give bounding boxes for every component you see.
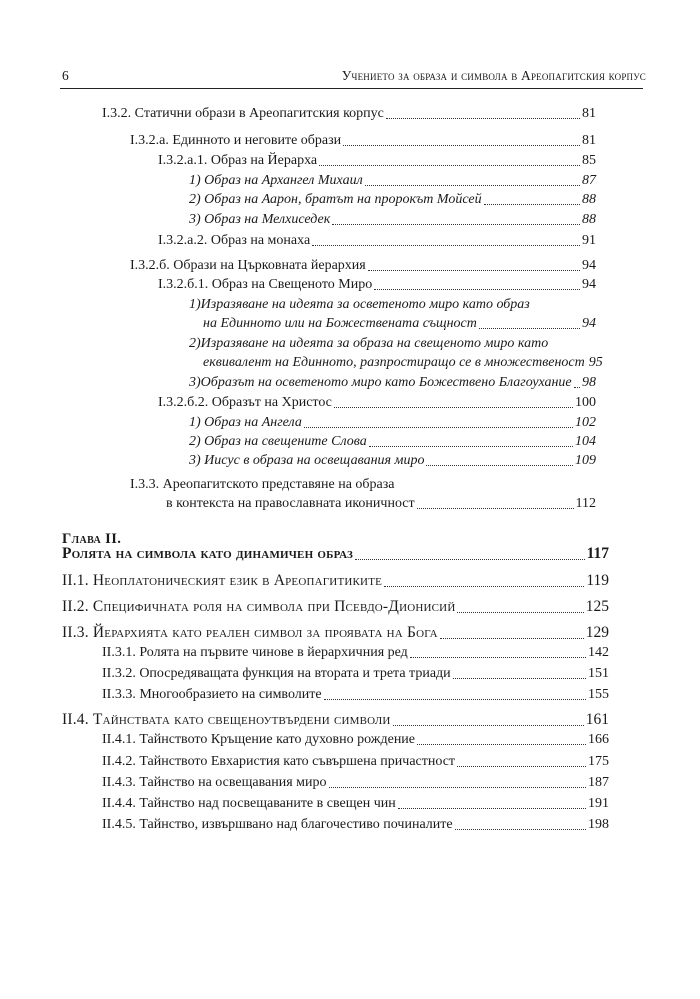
toc-entry[interactable] — [102, 687, 609, 703]
toc-entry-title: II.4. Тайнствата като свещеноутвърдени символи — [62, 711, 391, 728]
dot-leader — [368, 270, 580, 271]
toc-entry-page: 129 — [585, 624, 609, 641]
dot-leader — [312, 245, 580, 246]
running-title: Учението за образа и символа в Ареопагитския корпус — [341, 68, 646, 83]
toc-entry[interactable] — [189, 415, 596, 431]
dot-leader — [440, 638, 584, 639]
toc-entry-page: 155 — [588, 687, 609, 702]
toc-entry-page: 88 — [582, 212, 596, 227]
toc-entry-page: 102 — [575, 415, 596, 430]
toc-entry[interactable] — [203, 316, 596, 332]
dot-leader — [369, 446, 573, 447]
toc-entry-page: 175 — [588, 754, 609, 769]
toc-entry-page: 85 — [582, 153, 596, 168]
toc-entry[interactable] — [62, 545, 609, 563]
toc-entry[interactable] — [62, 572, 609, 590]
dot-leader — [386, 118, 580, 119]
toc-entry[interactable] — [189, 212, 596, 228]
toc-entry-title: 3) Образ на Мелхиседек — [189, 212, 331, 227]
toc-entry-title: II.2. Специфичната роля на символа при Псевдо-Дионисий — [62, 598, 456, 615]
toc-entry[interactable] — [102, 106, 596, 122]
toc-entry-page: 112 — [575, 496, 596, 511]
toc-entry-title-line1: 1)Изразяване на идеята за осветеното миро като образ — [189, 297, 530, 312]
toc-entry-title-line1: I.3.3. Ареопагитското представяне на образа — [130, 477, 395, 492]
toc-entry[interactable] — [189, 173, 596, 189]
toc-entry-title: 2) Образ на свещените Слова — [189, 434, 367, 449]
toc-entry[interactable] — [158, 153, 596, 169]
toc-entry[interactable] — [102, 817, 609, 833]
toc-entry[interactable] — [189, 453, 596, 469]
toc-entry-title: еквивалент на Единното, разпростиращо се в множественост — [203, 355, 585, 370]
toc-entry-page: 94 — [582, 258, 596, 273]
dot-leader — [457, 612, 583, 613]
dot-leader — [398, 808, 586, 809]
toc-entry-title: I.3.2.б.1. Образ на Свещеното Миро — [158, 277, 373, 292]
dot-leader — [410, 657, 586, 658]
dot-leader — [304, 427, 573, 428]
toc-entry[interactable] — [62, 711, 609, 729]
toc-entry-page: 81 — [582, 133, 596, 148]
toc-entry-title: 3)Образът на осветеното миро като Божествено Благоухание — [189, 375, 572, 390]
dot-leader — [457, 766, 586, 767]
toc-entry-page: 87 — [582, 173, 596, 188]
toc-entry-page: 91 — [582, 233, 596, 248]
toc-entry-page: 187 — [588, 775, 609, 790]
toc-entry-title: II.4.5. Тайнство, извършвано над благочестиво починалите — [102, 817, 453, 832]
toc-entry-page: 166 — [588, 732, 609, 747]
toc-entry[interactable] — [158, 277, 596, 293]
toc-entry-title: I.3.2.а. Единното и неговите образи — [130, 133, 342, 148]
toc-entry-page: 198 — [588, 817, 609, 832]
toc-entry-title: II.1. Неоплатоническият език в Ареопагитиките — [62, 572, 383, 589]
toc-entry-title: II.4.2. Тайнството Евхаристия като съвършена причастност — [102, 754, 456, 769]
toc-entry-title: I.3.2.б. Образи на Църковната йерархия — [130, 258, 366, 273]
toc-entry-title: II.3.1. Ролята на първите чинове в йерархичния ред — [102, 645, 408, 660]
toc-entry[interactable] — [189, 434, 596, 450]
dot-leader — [453, 678, 586, 679]
toc-entry[interactable] — [189, 192, 596, 208]
dot-leader — [484, 204, 580, 205]
toc-entry-page: 142 — [588, 645, 609, 660]
dot-leader — [426, 465, 573, 466]
toc-entry-page: 125 — [585, 598, 609, 615]
dot-leader — [329, 787, 587, 788]
dot-leader — [374, 289, 580, 290]
toc-entry-title: I.3.2.а.1. Образ на Йерарха — [158, 153, 318, 168]
toc-entry-page: 119 — [586, 572, 609, 589]
toc-entry-title: Ролята на символа като динамичен образ — [62, 545, 354, 562]
dot-leader — [319, 165, 580, 166]
toc-entry-page: 98 — [582, 375, 596, 390]
toc-entry-page: 100 — [575, 395, 596, 410]
toc-entry[interactable] — [102, 754, 609, 770]
toc-entry[interactable] — [130, 133, 596, 149]
toc-entry-page: 104 — [575, 434, 596, 449]
chapter-label: Глава II. — [62, 531, 122, 547]
toc-entry-page: 94 — [582, 277, 596, 292]
toc-entry-page: 117 — [586, 545, 609, 562]
toc-entry-page: 88 — [582, 192, 596, 207]
toc-entry[interactable] — [189, 375, 596, 391]
toc-entry-title-line1: 2)Изразяване на идеята за образа на свещеното миро като — [189, 336, 549, 351]
toc-entry-title: II.3.3. Многообразието на символите — [102, 687, 322, 702]
toc-entry-page: 94 — [582, 316, 596, 331]
toc-entry[interactable] — [62, 624, 609, 642]
toc-entry[interactable] — [203, 355, 603, 371]
dot-leader — [332, 224, 580, 225]
toc-entry-title: 2) Образ на Аарон, братът на пророкът Мойсей — [189, 192, 482, 207]
toc-entry-page: 95 — [588, 355, 603, 370]
toc-entry-title: II.3. Йерархията като реален символ за проявата на Бога — [62, 624, 438, 641]
toc-entry[interactable] — [102, 796, 609, 812]
toc-entry-title: в контекста на православната иконичност — [166, 496, 415, 511]
toc-entry[interactable] — [166, 496, 596, 512]
dot-leader — [479, 328, 580, 329]
toc-entry-title: II.3.2. Опосредяващата функция на втората и трета триади — [102, 666, 451, 681]
dot-leader — [455, 829, 586, 830]
toc-entry[interactable] — [158, 395, 596, 411]
toc-entry-page: 109 — [575, 453, 596, 468]
dot-leader — [355, 559, 585, 560]
dot-leader — [365, 185, 580, 186]
toc-entry-page: 81 — [582, 106, 596, 121]
dot-leader — [324, 699, 586, 700]
toc-entry-title: на Единното или на Божествената същност — [203, 316, 477, 331]
toc-entry-page: 191 — [588, 796, 609, 811]
toc-entry[interactable] — [102, 666, 609, 682]
toc-entry-title: II.4.4. Тайнство над посвещаваните в свещен чин — [102, 796, 396, 811]
toc-entry[interactable] — [158, 233, 596, 249]
toc-entry-title: II.4.1. Тайнството Кръщение като духовно рождение — [102, 732, 416, 747]
dot-leader — [393, 725, 584, 726]
toc-entry-title: I.3.2. Статични образи в Ареопагитския корпус — [102, 106, 384, 121]
toc-entry-title: 1) Образ на Ангела — [189, 415, 302, 430]
toc-entry[interactable] — [102, 775, 609, 791]
dot-leader — [574, 387, 580, 388]
toc-entry[interactable] — [130, 258, 596, 274]
dot-leader — [417, 744, 586, 745]
toc-entry[interactable] — [102, 732, 609, 748]
dot-leader — [417, 508, 574, 509]
toc-entry-title: 1) Образ на Архангел Михаил — [189, 173, 363, 188]
running-header — [62, 68, 646, 84]
toc-entry-title: I.3.2.а.2. Образ на монаха — [158, 233, 311, 248]
toc-entry-page: 161 — [585, 711, 609, 728]
toc-entry[interactable] — [102, 645, 609, 661]
toc-entry-title: II.4.3. Тайнство на освещавания миро — [102, 775, 327, 790]
dot-leader — [334, 407, 573, 408]
toc-entry-title: 3) Иисус в образа на освещавания миро — [189, 453, 425, 468]
dot-leader — [343, 145, 580, 146]
header-rule — [60, 88, 643, 89]
toc-entry-title: I.3.2.б.2. Образът на Христос — [158, 395, 332, 410]
toc-entry-page: 151 — [588, 666, 609, 681]
page-number: 6 — [62, 68, 69, 83]
toc-entry[interactable] — [62, 598, 609, 616]
dot-leader — [384, 586, 584, 587]
